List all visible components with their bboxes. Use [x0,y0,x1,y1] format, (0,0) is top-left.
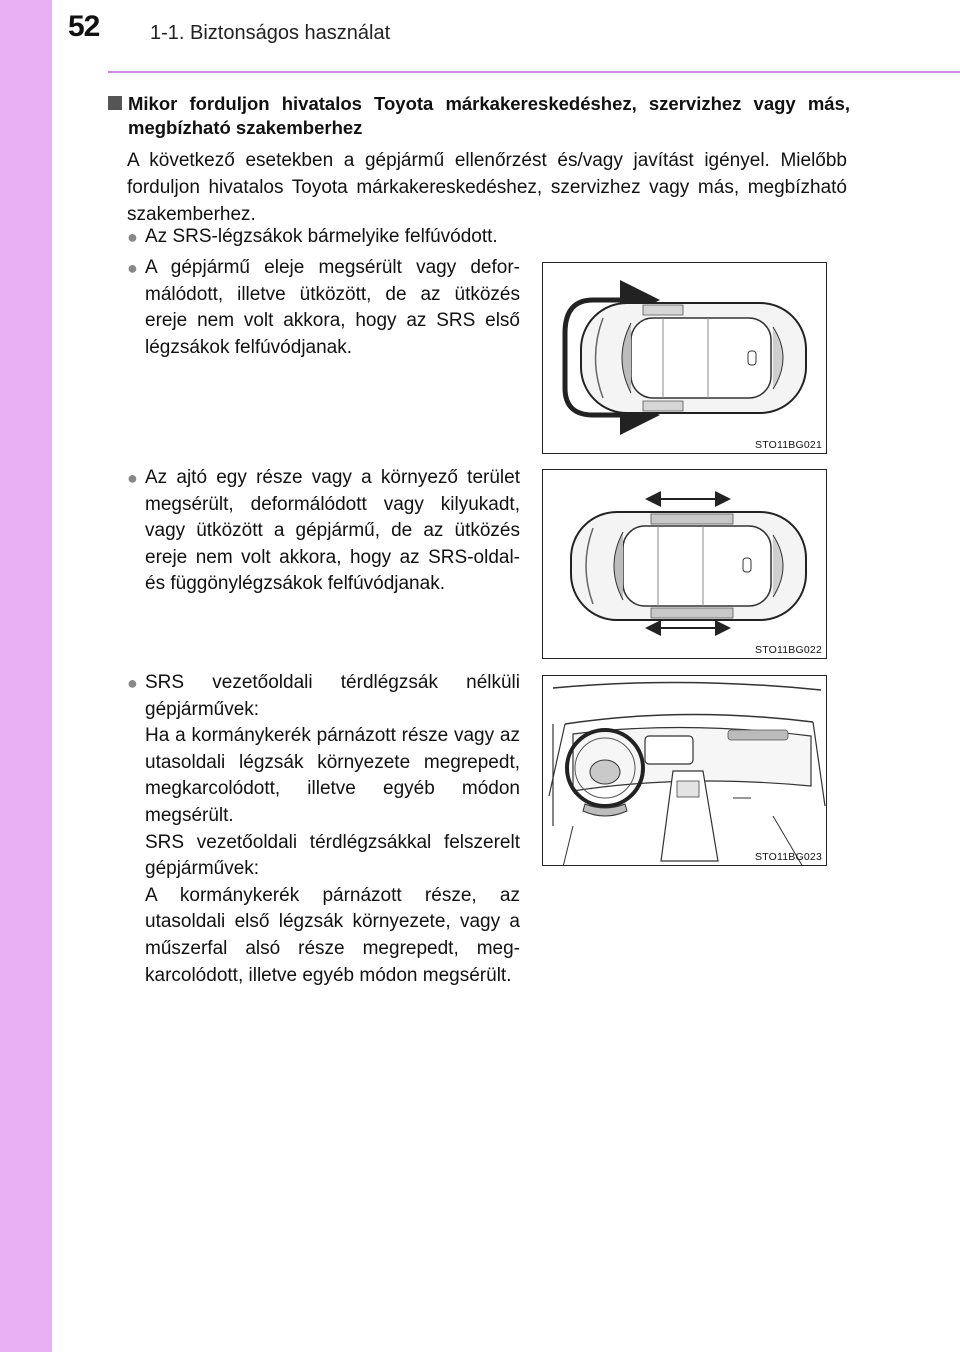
page-number: 52 [68,10,100,43]
bullet-item-front-damage [127,255,520,361]
bullet-text: Az SRS-légzsákok bármelyike felfúvódott. [145,226,498,247]
figure-code: STO11BG021 [755,439,822,451]
dashboard-interior-icon [543,676,827,866]
bullet-line: SRS vezetőoldali térdlégzsákkal felszerelt gépjárművek: [145,831,520,880]
bullet-dot-icon: ● [127,227,138,247]
bullet-text [145,670,520,989]
section-heading [108,92,850,140]
section-heading-text: Mikor forduljon hivatalos Toyota márkakereskedéshez, szervizhez vagy más, megbízható szakemberhez [128,93,850,138]
heading-square-icon [108,96,122,110]
bullet-item-airbag-deployed [127,224,847,251]
bullet-text: Az ajtó egy része vagy a környező terület megsérült, deformálódott vagy kilyukadt, vagy ütközött a gépjármű, de az ütközés ereje nem volt akkora, hogy az SRS-oldal- és függönylégzsákok felfúvódjanak. [145,467,520,595]
figure-dashboard [542,675,827,866]
bullet-item-door-damage [127,465,520,598]
bullet-line: SRS vezetőoldali térdlégzsák nélküli gépjárművek: [145,672,520,720]
figure-side-impact [542,469,827,659]
car-front-impact-icon [543,263,827,454]
bullet-dot-icon: ● [127,673,138,693]
bullet-item-steering-pad-damage [127,670,520,989]
bullet-line: A kormánykerék párnázott része, az utasoldali első légzsák környezete, vagy a műszerfal alsó része megrepedt, megkarcolódott, illetve egyéb módon megsérült. [145,884,520,986]
header-divider [108,71,960,73]
bullet-dot-icon: ● [127,468,138,488]
chapter-title: 1-1. Biztonságos használat [150,22,391,44]
bullet-text: A gépjármű eleje megsérült vagy deformálódott, illetve ütközött, de az ütközés ereje nem volt akkora, hogy az SRS első légzsákok felfúvódjanak. [145,257,520,358]
figure-code: STO11BG022 [755,644,822,656]
intro-paragraph: A következő esetekben a gépjármű ellenőrzést és/vagy javítást igényel. Mielőbb forduljon hivatalos Toyota márkakereskedéshez, szervizhez vagy más, megbízható szakemberhez. [127,150,847,225]
car-side-impact-icon [543,470,827,659]
bullet-line: Ha a kormánykerék párnázott része vagy az utasoldali légzsák környezete megrepedt, megkarcolódott, illetve egyéb módon megsérült. [145,725,520,826]
figure-code: STO11BG023 [755,851,822,863]
bullet-dot-icon: ● [127,258,138,278]
figure-front-impact [542,262,827,454]
chapter-sidebar-tab [0,0,52,1352]
